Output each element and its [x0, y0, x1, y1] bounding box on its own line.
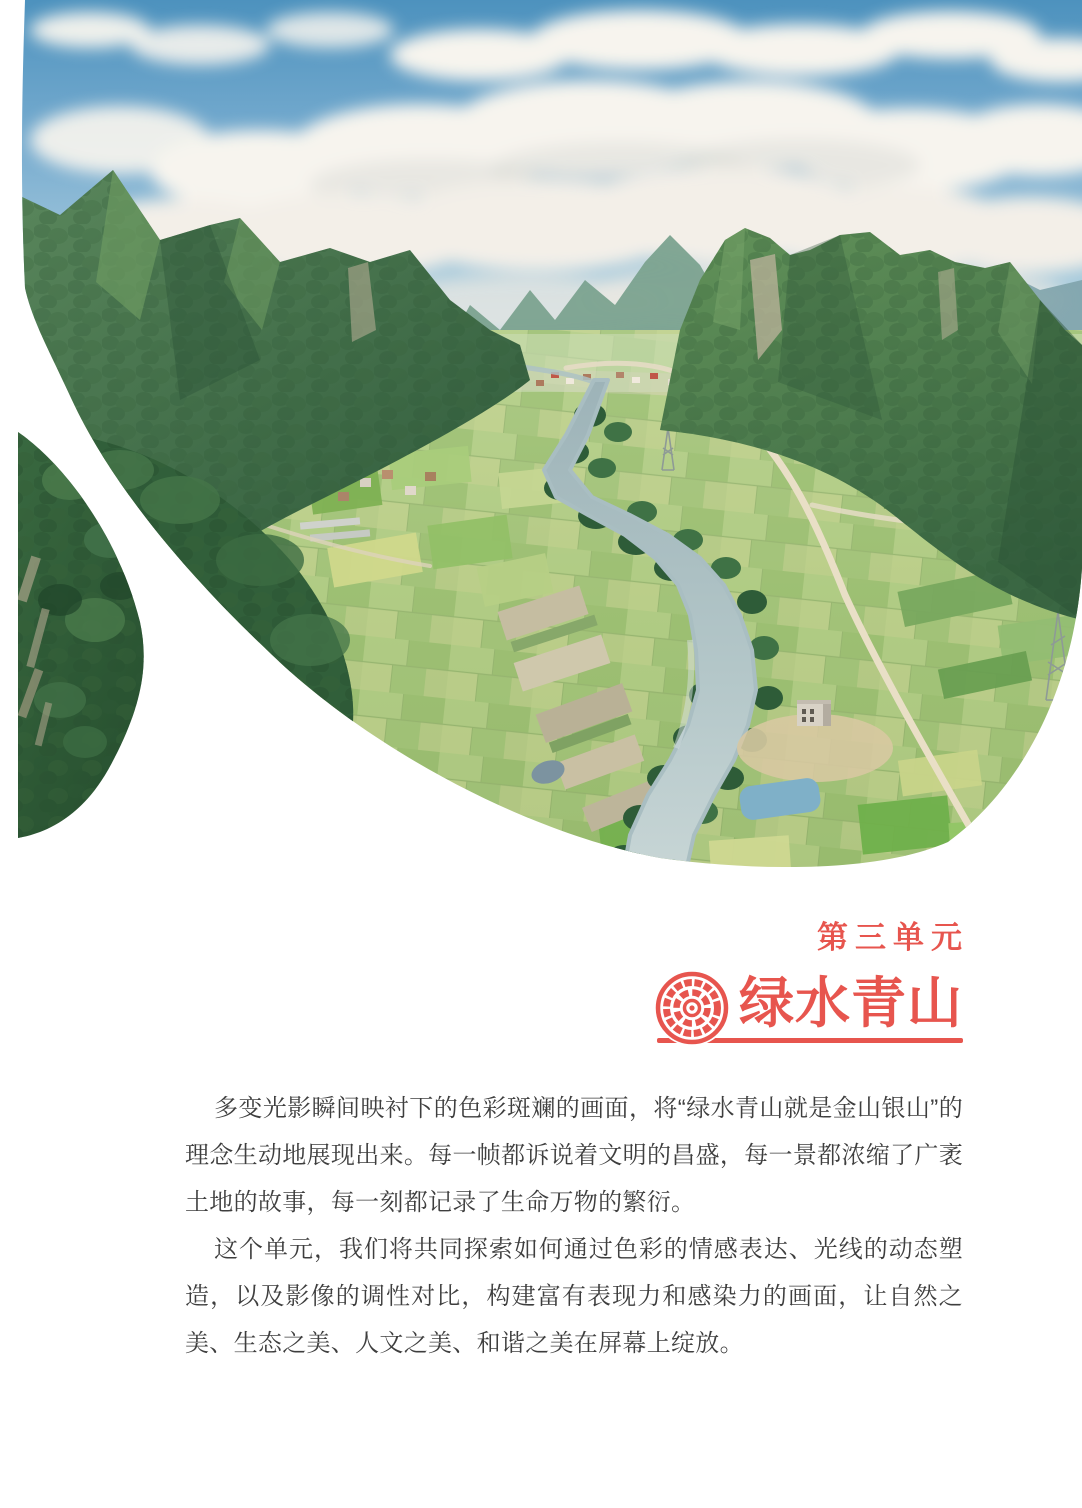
- intro-paragraph-1: 多变光影瞬间映衬下的色彩斑斓的画面，将“绿水青山就是金山银山”的理念生动地展现出来。每一帧都诉说着文明的昌盛，每一景都浓缩了广袤土地的故事，每一刻都记录了生命万物的繁衍。: [185, 1095, 963, 1216]
- wheel-ornament-icon: [652, 968, 732, 1048]
- unit-kicker: 第三单元: [817, 920, 969, 955]
- unit-title: 绿水青山: [738, 972, 963, 1034]
- intro-paragraph-2: 这个单元，我们将共同探索如何通过色彩的情感表达、光线的动态塑造，以及影像的调性对比，构建富有表现力和感染力的画面，让自然之美、生态之美、人文之美、和谐之美在屏幕上绽放。: [185, 1236, 963, 1357]
- unit-intro-text: [185, 1085, 963, 1367]
